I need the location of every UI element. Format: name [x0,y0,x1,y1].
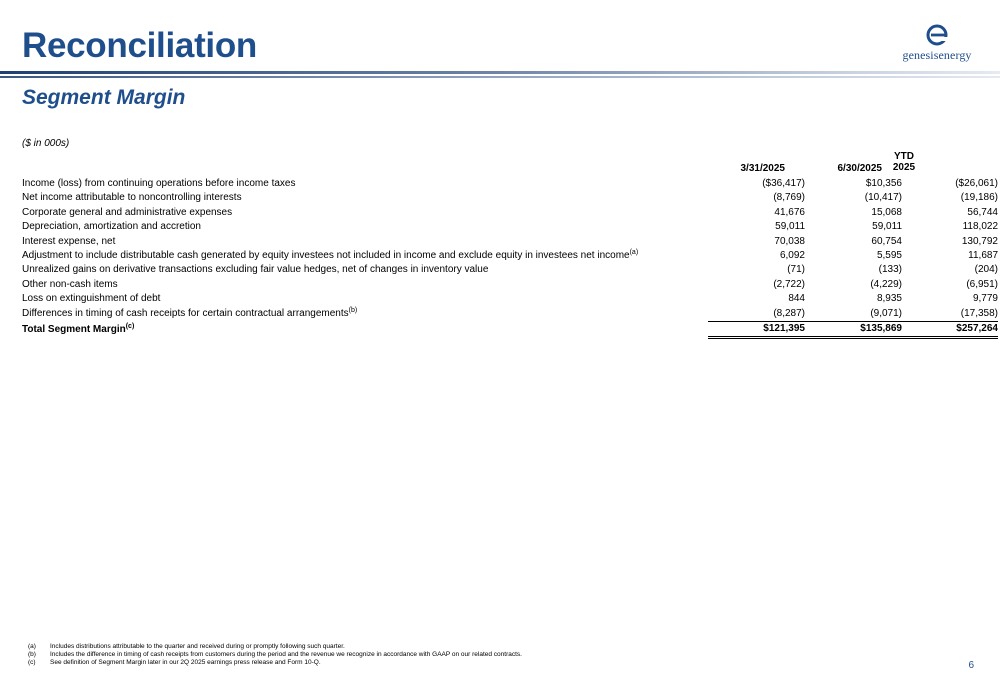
row-value-q1: 41,676 [774,206,805,218]
footnote-a [28,643,522,651]
table-row [22,249,998,263]
column-header-ytd-line1: YTD [894,151,914,162]
footnote-ref-c: (c) [125,322,135,330]
row-label: Unrealized gains on derivative transactions excluding fair value hedges, net of changes in inventory value [22,264,489,276]
row-value-ytd: 9,779 [972,293,998,305]
units-note: ($ in 000s) [22,138,70,149]
footnote-c [28,659,522,667]
row-value-q1: (71) [787,264,805,276]
row-label: Differences in timing of cash receipts for certain contractual arrangements$^{(b)}$ [22,306,358,319]
section-subtitle: Segment Margin [22,86,186,109]
row-value-ytd: (204) [974,264,998,276]
column-header-q1 [705,163,785,174]
row-label: Net income attributable to noncontrolling interests [22,192,242,204]
row-value-q2: 60,754 [871,235,902,247]
genesis-logo-icon [926,24,948,46]
row-value-q1: 844 [788,293,805,305]
row-value-ytd: ($26,061) [955,178,998,189]
row-value-q2: 59,011 [872,221,902,233]
table-row [22,263,998,277]
row-label: Interest expense, net [22,235,116,247]
page-number: 6 [968,660,974,671]
column-header-ytd [864,151,944,173]
row-value-q1: (2,722) [773,278,805,290]
row-value-ytd: 130,792 [961,235,998,247]
row-value-q1: 59,011 [775,221,805,233]
footnote-mark: (b) [28,651,36,658]
table-row [22,191,998,205]
row-label: Adjustment to include distributable cash generated by equity investees not included in income and exclude equity in investees net income$^{(a)}$ [22,249,639,262]
row-label: Loss on extinguishment of debt [22,293,161,305]
row-value-ytd: 56,744 [967,206,998,218]
row-value-ytd: (19,186) [960,192,998,204]
column-header-q1-line2: 3/31/2025 [740,163,785,174]
table-row [22,177,998,191]
footnote-b [28,651,522,659]
row-value-ytd: (17,358) [902,307,998,322]
header-divider [0,71,1000,80]
footnote-mark: (c) [28,659,36,666]
row-value-ytd: (6,951) [966,278,998,290]
footnote-mark: (a) [28,643,36,650]
row-value-q2: 5,595 [876,250,902,262]
table-row [22,278,998,292]
row-value-q2: (133) [878,264,902,276]
column-header-ytd-line2: 2025 [892,162,916,173]
logo-wordmark: genesisenergy [902,48,972,62]
footnote-text: Includes distributions attributable to the quarter and received during or promptly following such quarter. [50,643,345,650]
genesis-energy-logo [892,24,982,63]
column-header-q2-line2: 6/30/2025 [837,163,882,174]
row-label: Depreciation, amortization and accretion [22,221,201,233]
row-label: Other non-cash items [22,278,118,290]
row-label: Income (loss) from continuing operations before income taxes [22,178,296,189]
row-value-q1: 70,038 [774,235,805,247]
row-value-q1: 6,092 [779,250,805,262]
table-row [22,307,998,322]
segment-margin-table [22,177,998,339]
row-value-q2: 8,935 [876,293,902,305]
row-value-q2: $10,356 [865,178,902,189]
row-value-ytd: 118,022 [962,221,998,233]
row-label: Corporate general and administrative expenses [22,206,233,218]
table-row [22,292,998,306]
row-value-ytd: 11,687 [968,250,998,262]
total-value-q2: $135,869 [805,322,902,338]
row-value-q2: (9,071) [805,307,902,322]
table-row [22,206,998,220]
footnote-ref-b: (b) [348,306,358,314]
footnote-text: See definition of Segment Margin later in our 2Q 2025 earnings press release and Form 10-Q. [50,659,321,666]
row-value-q2: 15,068 [871,206,902,218]
total-row [22,322,998,338]
footnote-text: Includes the difference in timing of cash receipts from customers during the period and the revenue we recognize in accordance with GAAP on our related contracts. [50,651,522,658]
total-value-q1: $121,395 [708,322,805,338]
row-value-q1: (8,769) [773,192,805,204]
total-value-ytd: $257,264 [902,322,998,338]
footnote-ref-a: (a) [629,249,639,257]
page-title: Reconciliation [22,26,258,65]
table-row [22,235,998,249]
row-value-q1: ($36,417) [762,178,805,189]
row-value-q1: (8,287) [708,307,805,322]
total-label: Total Segment Margin$^{(c)}$ [22,322,135,335]
table-row [22,220,998,234]
footnotes [28,643,522,667]
row-value-q2: (10,417) [864,192,902,204]
row-value-q2: (4,229) [870,278,902,290]
